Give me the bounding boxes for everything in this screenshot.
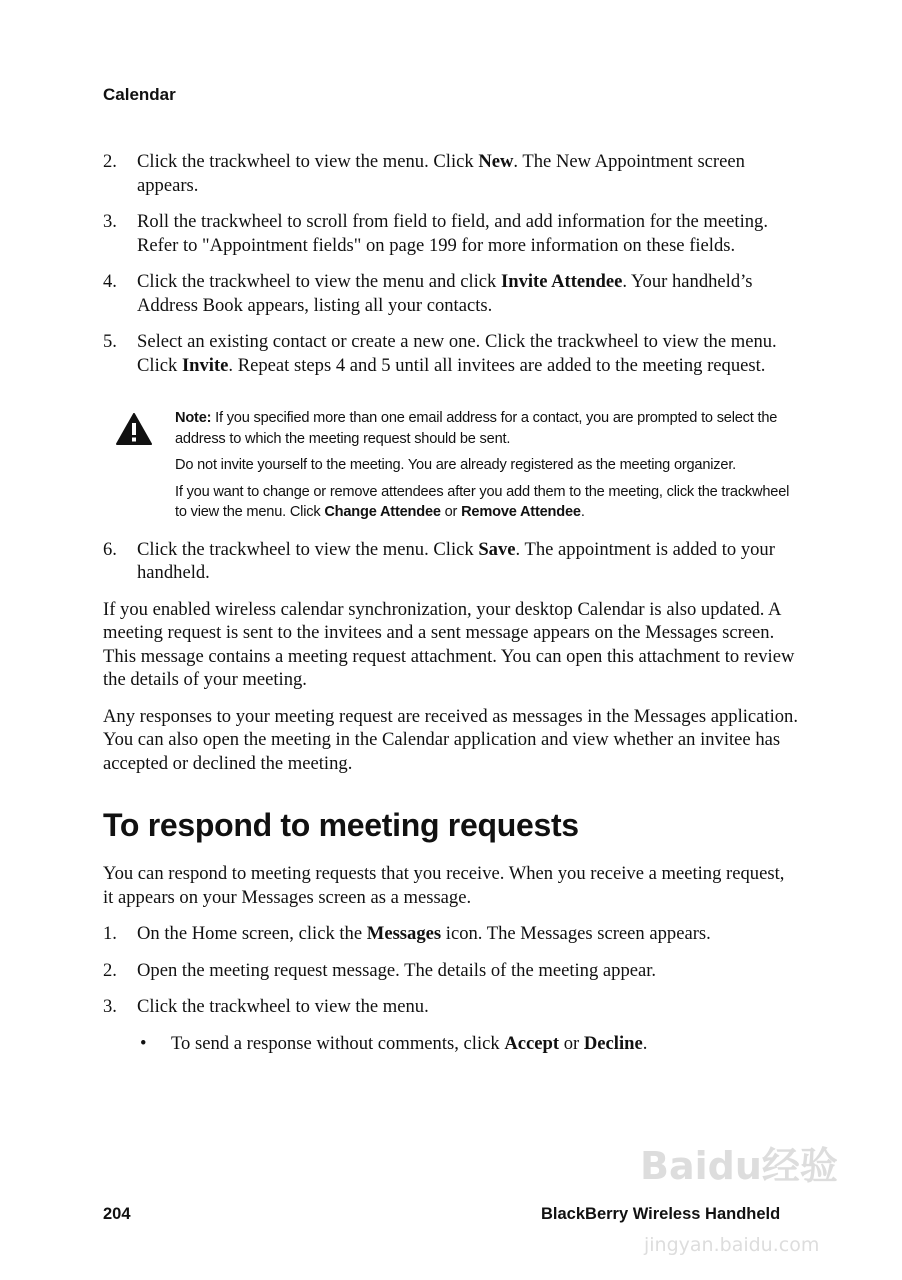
page-body — [103, 150, 798, 1055]
watermark-logo: Baidu经验 — [640, 1144, 838, 1188]
step-number: 1. — [103, 923, 117, 944]
step-text — [137, 538, 798, 585]
step-text — [137, 922, 798, 946]
text-run: Any responses to your meeting request are received as messages in the Messages application. You can also open the meeting in the Calendar application and view whether an invitee has accepted or declined the meeting. — [103, 705, 798, 774]
bold-text: Invite Attendee — [501, 271, 623, 292]
bold-text: Accept — [504, 1032, 560, 1054]
note-paragraph — [175, 482, 798, 523]
step-item — [103, 995, 798, 1019]
step-item — [103, 210, 798, 257]
step-number: 2. — [103, 151, 117, 172]
note-box — [175, 408, 798, 523]
step-text — [137, 210, 798, 257]
text-run: If you enabled wireless calendar synchronization, your desktop Calendar is also updated. A meeting request is sent to the invitees and a sent message appears on the Messages screen. This message contains a meeting request attachment. You can open this attachment to review the details of your meeting. — [103, 598, 795, 690]
bold-text: New — [478, 151, 514, 172]
text-run: . Repeat steps 4 and 5 until all invitees are added to the meeting request. — [228, 354, 766, 376]
footer-title: BlackBerry Wireless Handheld — [541, 1205, 781, 1223]
step-number: 2. — [103, 959, 117, 981]
bullet-text — [171, 1032, 798, 1056]
note-section — [103, 408, 798, 523]
bold-text: Invite — [181, 354, 229, 376]
text-run: You can respond to meeting requests that you receive. When you receive a meeting request, it appears on your Messages screen as a message. — [103, 863, 785, 908]
text-run: . — [642, 1032, 648, 1054]
text-run: Open the meeting request message. The details of the meeting appear. — [137, 959, 657, 981]
body-paragraph — [103, 862, 798, 909]
step-text — [137, 150, 798, 197]
body-paragraph — [103, 598, 798, 692]
step-item — [103, 270, 798, 317]
text-run: Select an existing contact or create a new one. Click the trackwheel to view the menu. Click — [137, 331, 777, 376]
step-number: 6. — [103, 538, 117, 560]
note-paragraph — [175, 408, 798, 449]
step-item — [103, 538, 798, 585]
running-header: Calendar — [103, 85, 176, 104]
text-run: To send a response without comments, click — [171, 1032, 505, 1054]
step-item — [103, 922, 798, 946]
step-number: 5. — [103, 331, 117, 352]
text-run: or — [440, 504, 462, 520]
text-run: Click the trackwheel to view the menu and click — [137, 271, 502, 292]
text-run: Roll the trackwheel to scroll from field to field, and add information for the meeting. Refer to "Appointment fields" on page 199 for more information on these fields. — [137, 211, 768, 256]
bullet-icon: • — [140, 1032, 147, 1054]
text-run: If you want to change or remove attendees after you add them to the meeting, click the trackwheel to view the menu. Click — [175, 483, 790, 520]
step-item — [103, 150, 798, 197]
step-item — [103, 959, 798, 983]
text-run: If you specified more than one email address for a contact, you are prompted to select the address to which the meeting request should be sent. — [175, 410, 778, 447]
text-run: On the Home screen, click the — [137, 923, 367, 944]
bold-text: Remove Attendee — [461, 504, 581, 520]
step-number: 3. — [103, 996, 117, 1017]
bullet-item — [137, 1032, 798, 1056]
text-run: icon. The Messages screen appears. — [441, 923, 711, 944]
step-text — [137, 270, 798, 317]
text-run: Do not invite yourself to the meeting. You are already registered as the meeting organizer. — [175, 457, 737, 473]
bold-text: Change Attendee — [324, 504, 441, 520]
step-text — [137, 330, 798, 377]
bold-text: Save — [478, 538, 516, 560]
bold-text: Decline — [583, 1032, 643, 1054]
warning-icon — [116, 413, 152, 445]
text-run: . The appointment is added to your handheld. — [137, 538, 775, 583]
step-text — [137, 959, 798, 983]
watermark-url: jingyan.baidu.com — [644, 1234, 820, 1256]
text-run: Click the trackwheel to view the menu. Click — [137, 538, 479, 560]
step-text — [137, 995, 798, 1019]
bold-text: Messages — [366, 923, 442, 944]
step-number: 3. — [103, 211, 117, 232]
section-heading: To respond to meeting requests — [103, 807, 579, 843]
step-number: 4. — [103, 271, 117, 292]
text-run: . The New Appointment screen appears. — [137, 151, 745, 196]
body-paragraph — [103, 705, 798, 776]
page-number: 204 — [103, 1205, 131, 1223]
text-run: Click the trackwheel to view the menu. — [137, 996, 429, 1017]
bold-text: Note: — [175, 410, 212, 426]
step-item — [103, 330, 798, 377]
text-run: . Your handheld’s Address Book appears, listing all your contacts. — [137, 271, 753, 316]
text-run: Click the trackwheel to view the menu. Click — [137, 151, 479, 172]
text-run: . — [580, 504, 585, 520]
text-run: or — [559, 1032, 584, 1054]
note-paragraph — [175, 455, 798, 476]
